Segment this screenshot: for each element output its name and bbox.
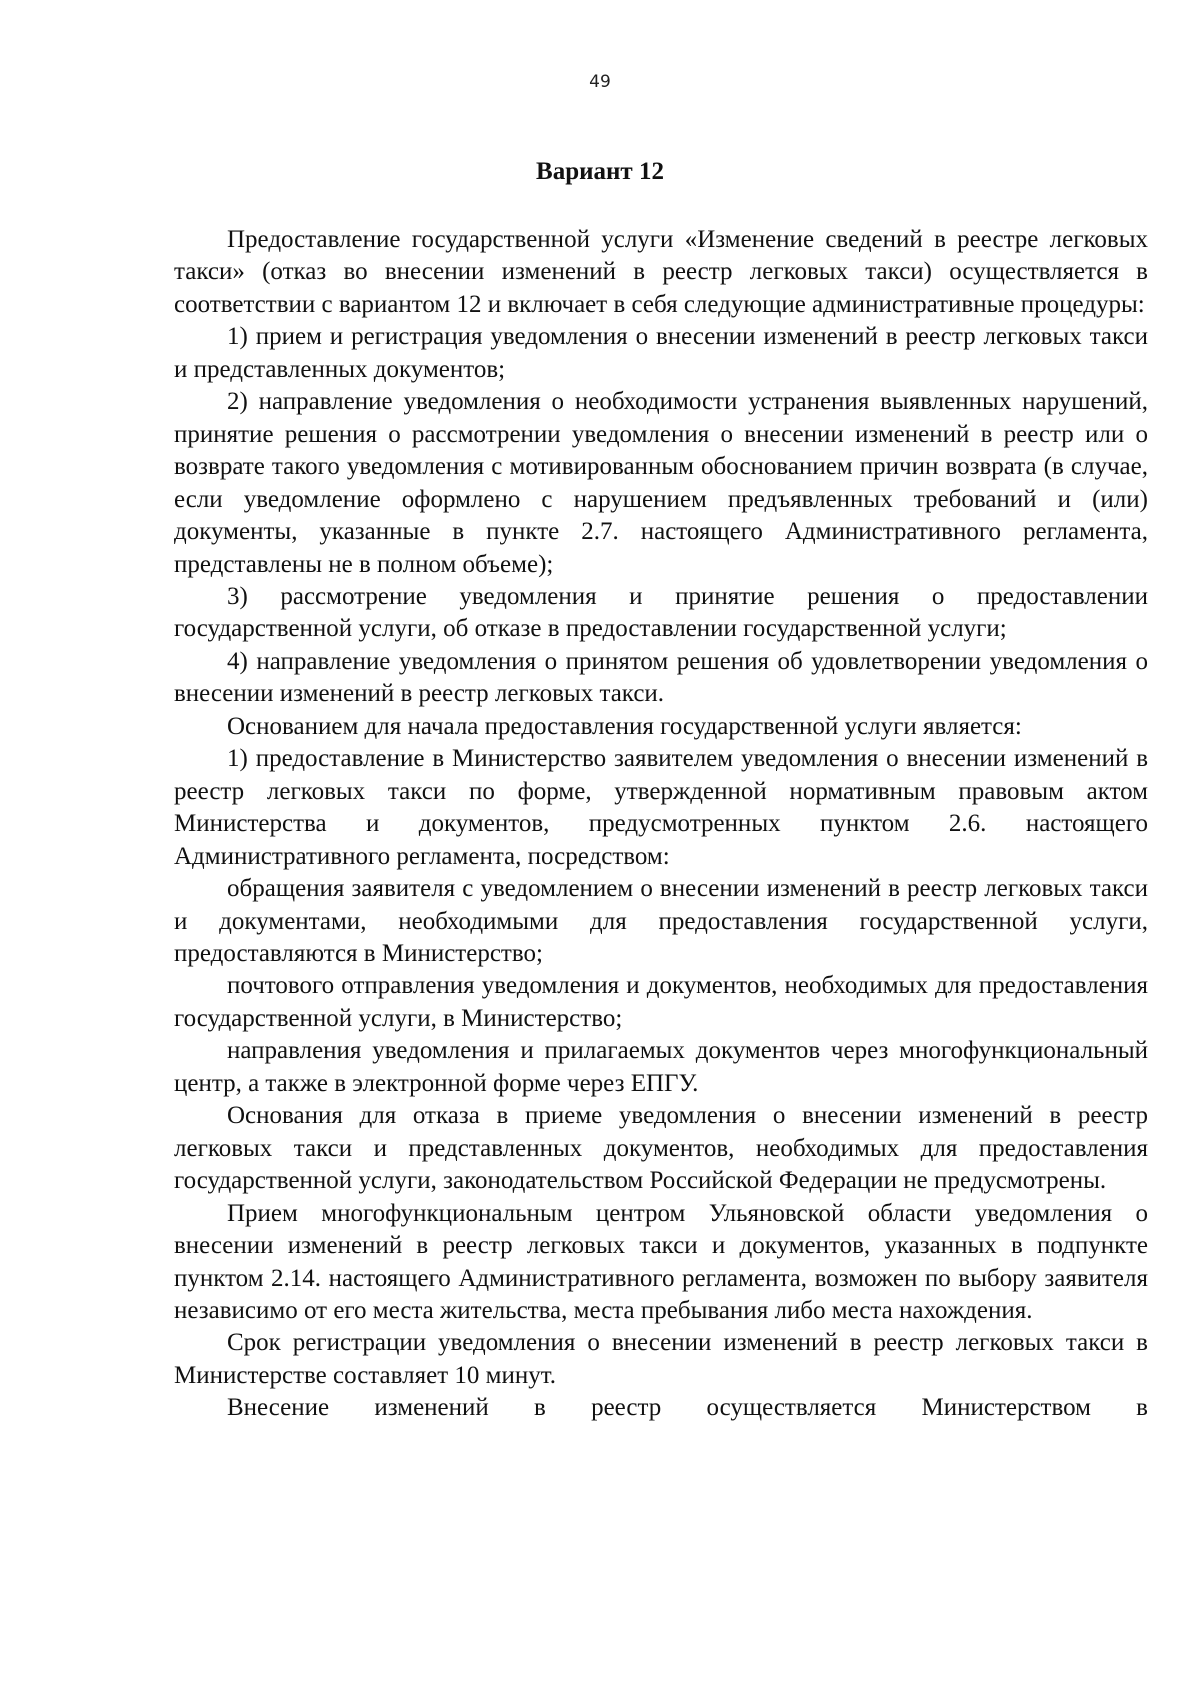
paragraph: 1) прием и регистрация уведомления о внесении изменений в реестр легковых такси и представленных документов; bbox=[174, 323, 1148, 383]
page-number: 49 bbox=[589, 72, 611, 92]
paragraph: Основания для отказа в приеме уведомления о внесении изменений в реестр легковых такси и представленных документов, необходимых для предоставления государственной услуги, законодательством Российской Федерации не предусмотрены. bbox=[174, 1102, 1148, 1195]
paragraph: 2) направление уведомления о необходимости устранения выявленных нарушений, принятие решения о рассмотрении уведомления о внесении изменений в реестр или о возврате такого уведомления с мотивированным обоснованием причин возврата (в случае, если уведомление оформлено с нарушением предъявленных требований и (или) документы, указанные в пункте 2.7. настоящего Административного регламента, представлены не в полном объеме); bbox=[174, 388, 1148, 578]
section-title: Вариант 12 bbox=[536, 158, 664, 185]
paragraph: Внесение изменений в реестр осуществляется Министерством в bbox=[227, 1394, 1148, 1422]
paragraph: 3) рассмотрение уведомления и принятие решения о предоставлении государственной услуги, об отказе в предоставлении государственной услуги; bbox=[174, 582, 1148, 643]
paragraph: Основанием для начала предоставления государственной услуги является: bbox=[227, 712, 1022, 740]
paragraph: Срок регистрации уведомления о внесении изменений в реестр легковых такси в Министерстве составляет 10 минут. bbox=[174, 1329, 1148, 1389]
paragraph: Прием многофункциональным центром Ульяновской области уведомления о внесении изменений в реестр легковых такси и документов, указанных в подпункте пунктом 2.14. настоящего Административного регламента, возможен по выбору заявителя независимо от его места жительства, места пребывания либо места нахождения. bbox=[174, 1199, 1148, 1324]
paragraph: направления уведомления и прилагаемых документов через многофункциональный центр, а также в электронной форме через ЕПГУ. bbox=[174, 1037, 1148, 1097]
paragraph: Предоставление государственной услуги «Изменение сведений в реестре легковых такси» (отказ во внесении изменений в реестр легковых такси) осуществляется в соответствии с вариантом 12 и включает в себя следующие административные процедуры: bbox=[174, 226, 1148, 318]
paragraph: почтового отправления уведомления и документов, необходимых для предоставления государственной услуги, в Министерство; bbox=[174, 972, 1148, 1032]
paragraph: 1) предоставление в Министерство заявителем уведомления о внесении изменений в реестр легковых такси по форме, утвержденной нормативным правовым актом Министерства и документов, предусмотренных пунктом 2.6. настоящего Административного регламента, посредством: bbox=[174, 745, 1148, 870]
document-body bbox=[174, 224, 1148, 1425]
paragraph: 4) направление уведомления о принятом решения об удовлетворении уведомления о внесении изменений в реестр легковых такси. bbox=[174, 647, 1148, 708]
paragraph: обращения заявителя с уведомлением о внесении изменений в реестр легковых такси и документами, необходимыми для предоставления государственной услуги, предоставляются в Министерство; bbox=[174, 875, 1148, 967]
